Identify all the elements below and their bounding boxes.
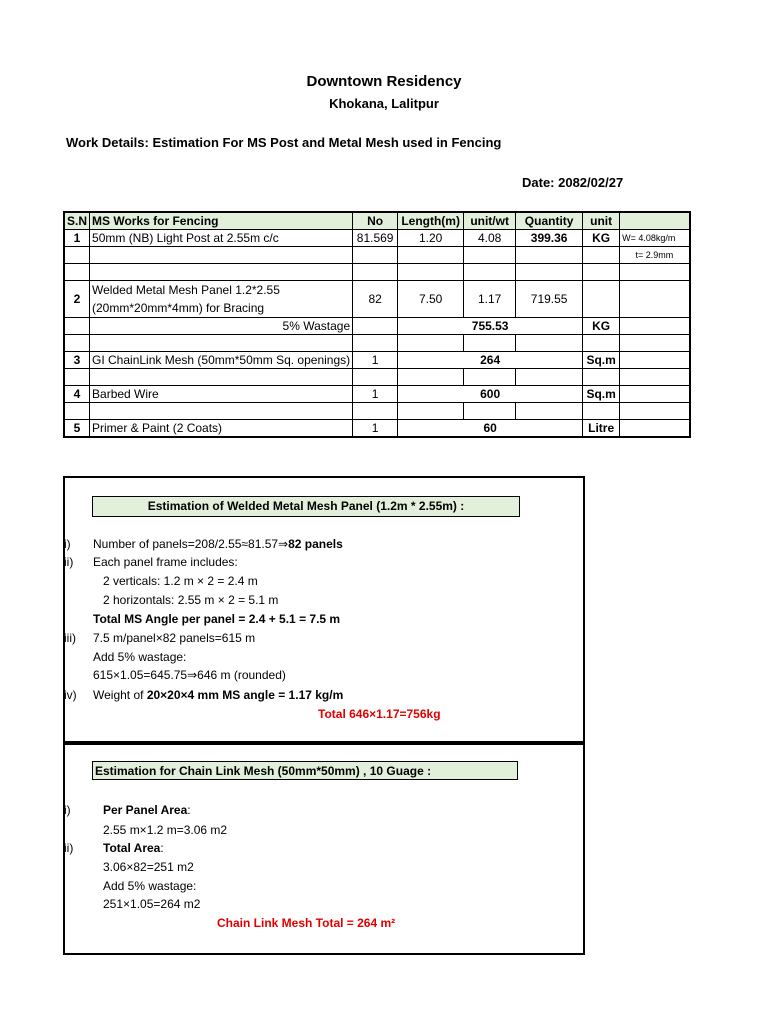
mesh-panels-line [93, 537, 343, 551]
table-row [64, 386, 690, 403]
row3-sn: 3 [64, 352, 90, 369]
chain-total-value: 3.06×82=251 m2 [103, 860, 194, 874]
page-subtitle: Khokana, Lalitpur [329, 96, 439, 111]
row2-length: 7.50 [398, 281, 464, 318]
row4-no: 1 [353, 386, 398, 403]
mesh-total: Total 646×1.17=756kg [318, 707, 441, 721]
table-row [64, 247, 690, 264]
date-label: Date: 2082/02/27 [522, 175, 624, 190]
row3-quantity: 264 [398, 352, 583, 369]
estimate-table [63, 211, 691, 438]
row5-desc: Primer & Paint (2 Coats) [90, 420, 353, 438]
row4-unit: Sq.m [583, 386, 620, 403]
row2-unitwt: 1.17 [464, 281, 516, 318]
header-sn: S.N [64, 212, 90, 230]
row4-sn: 4 [64, 386, 90, 403]
row2-no: 82 [353, 281, 398, 318]
table-row [64, 230, 690, 247]
row1-unitwt: 4.08 [464, 230, 516, 247]
wastage-label: 5% Wastage [90, 318, 353, 335]
table-row [64, 420, 690, 438]
mesh-rounded: 615×1.05=645.75⇒646 m (rounded) [93, 668, 286, 682]
row5-sn: 5 [64, 420, 90, 438]
table-row [64, 352, 690, 369]
row4-desc: Barbed Wire [90, 386, 353, 403]
chain-total-area-colon: : [160, 841, 164, 855]
chain-per-panel-colon: : [187, 803, 191, 817]
row1-length: 1.20 [398, 230, 464, 247]
page-title: Downtown Residency [306, 73, 462, 90]
table-row [64, 264, 690, 281]
chain-total-area-label: Total Area [103, 841, 161, 855]
table-row [64, 335, 690, 352]
mesh-length-text: 7.5 m/panel×82 panels=615 m [93, 631, 256, 645]
row2-desc [90, 281, 353, 318]
row1-unit: KG [583, 230, 620, 247]
mesh-total-angle: Total MS Angle per panel = 2.4 + 5.1 = 7.5 m [93, 612, 341, 626]
row1-sn: 1 [64, 230, 90, 247]
row3-desc: GI ChainLink Mesh (50mm*50mm Sq. openings) [90, 352, 353, 369]
mesh-horizontals: 2 horizontals: 2.55 m × 2 = 5.1 m [103, 593, 279, 607]
mesh-ii-num: ii) [64, 555, 74, 569]
chain-wastage: Add 5% wastage: [103, 879, 197, 893]
header-works: MS Works for Fencing [90, 212, 353, 230]
row2-desc-line2: (20mm*20mm*4mm) for Bracing [92, 301, 265, 315]
wastage-value: 755.53 [398, 318, 583, 335]
chain-i-num: i) [64, 803, 71, 817]
mesh-weight-text: Weight of [93, 688, 147, 702]
chainlink-heading: Estimation for Chain Link Mesh (50mm*50mm) , 10 Guage : [92, 761, 518, 780]
header-extra [620, 212, 690, 230]
header-length: Length(m) [398, 212, 464, 230]
row3-no: 1 [353, 352, 398, 369]
row4-quantity: 600 [398, 386, 583, 403]
chain-total-area-line [103, 841, 164, 855]
row3-unit: Sq.m [583, 352, 620, 369]
work-details: Work Details: Estimation For MS Post and Metal Mesh used in Fencing [66, 135, 502, 150]
mesh-i-num: i) [64, 537, 71, 551]
mesh-weight-line [93, 688, 343, 702]
row1-no: 81.569 [353, 230, 398, 247]
mesh-frame-text: Each panel frame includes: [93, 555, 238, 569]
header-unit: unit [583, 212, 620, 230]
chain-per-panel-label: Per Panel Area [103, 803, 188, 817]
mesh-wastage: Add 5% wastage: [93, 650, 187, 664]
row5-unit: Litre [583, 420, 620, 438]
header-quantity: Quantity [516, 212, 583, 230]
row2-desc-line1: Welded Metal Mesh Panel 1.2*2.55 [92, 283, 280, 297]
row2-quantity: 719.55 [516, 281, 583, 318]
row5-quantity: 60 [398, 420, 583, 438]
header-unitwt: unit/wt [464, 212, 516, 230]
row1-quantity: 399.36 [516, 230, 583, 247]
mesh-iii-num: iii) [64, 631, 76, 645]
table-row [64, 403, 690, 420]
row1-desc: 50mm (NB) Light Post at 2.55m c/c [90, 230, 353, 247]
mesh-panels-text: Number of panels=208/2.55≈81.57⇒ [93, 537, 289, 551]
mesh-iv-num: iv) [64, 688, 77, 702]
chain-per-panel-line [103, 803, 191, 817]
header-no: No [353, 212, 398, 230]
wastage-unit: KG [583, 318, 620, 335]
chain-ii-num: ii) [64, 841, 74, 855]
chain-total: Chain Link Mesh Total = 264 m² [217, 916, 396, 930]
mesh-weight-value: 20×20×4 mm MS angle = 1.17 kg/m [146, 688, 344, 702]
row5-no: 1 [353, 420, 398, 438]
table-row [64, 318, 690, 335]
mesh-panels-result: 82 panels [288, 537, 343, 551]
mesh-heading: Estimation of Welded Metal Mesh Panel (1.2m * 2.55m) : [92, 496, 520, 517]
table-row [64, 369, 690, 386]
row2-sn: 2 [64, 281, 90, 318]
chain-per-panel-value: 2.55 m×1.2 m=3.06 m2 [103, 823, 228, 837]
mesh-verticals: 2 verticals: 1.2 m × 2 = 2.4 m [103, 574, 258, 588]
row1-note-weight: W= 4.08kg/m [620, 230, 690, 247]
chain-wastage-value: 251×1.05=264 m2 [103, 897, 201, 911]
table-row [64, 281, 690, 318]
row1-note-thickness: t= 2.9mm [620, 247, 690, 264]
table-header-row [64, 212, 690, 230]
